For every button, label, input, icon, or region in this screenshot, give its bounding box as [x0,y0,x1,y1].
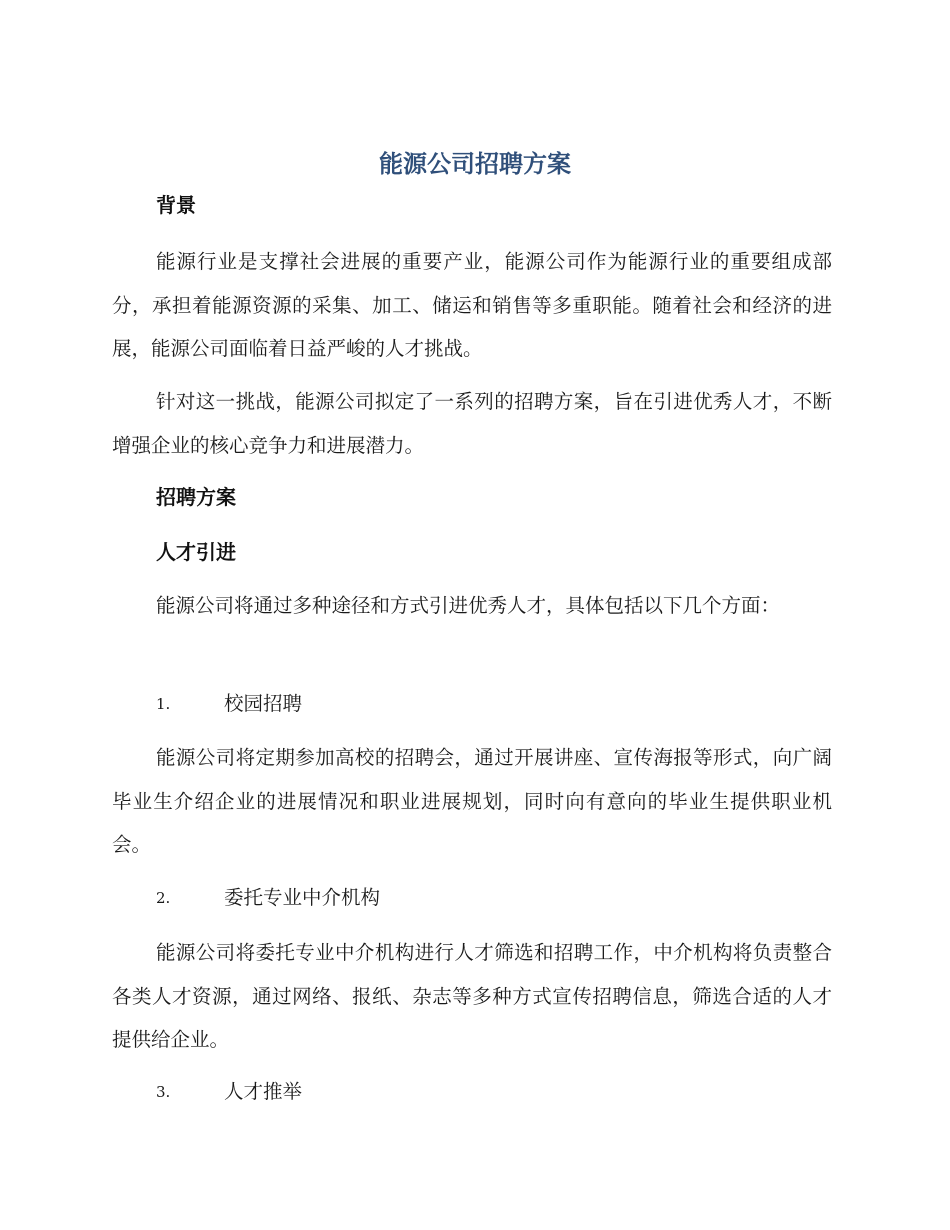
list-item-number: 2. [156,889,171,907]
document-title: 能源公司招聘方案 [379,150,571,178]
list-item-label: 委托专业中介机构 [224,886,381,909]
background-paragraph-2: 针对这一挑战，能源公司拟定了一系列的招聘方案，旨在引进优秀人才，不断增强企业的核心竞争力和进展潜力。 [112,390,832,457]
campus-recruitment-paragraph: 能源公司将定期参加高校的招聘会，通过开展讲座、宣传海报等形式，向广阔毕业生介绍企业的进展情况和职业进展规划，同时向有意向的毕业生提供职业机会。 [112,746,832,856]
list-item-label: 校园招聘 [224,692,303,715]
list-item-label: 人才推举 [224,1080,303,1103]
background-paragraph-1: 能源行业是支撑社会进展的重要产业，能源公司作为能源行业的重要组成部分，承担着能源资源的采集、加工、储运和销售等多重职能。随着社会和经济的进展，能源公司面临着日益严峻的人才挑战。 [112,250,832,360]
list-item-number: 1. [156,695,171,713]
section-heading-recruitment-plan: 招聘方案 [156,485,236,509]
agency-paragraph: 能源公司将委托专业中介机构进行人才筛选和招聘工作，中介机构将负责整合各类人才资源，通过网络、报纸、杂志等多种方式宣传招聘信息，筛选合适的人才提供给企业。 [112,941,832,1051]
list-item-number: 3. [156,1083,171,1101]
section-heading-talent-introduction: 人才引进 [156,540,236,564]
talent-intro-paragraph: 能源公司将通过多种途径和方式引进优秀人才，具体包括以下几个方面： [156,594,781,617]
section-heading-background: 背景 [156,193,196,217]
